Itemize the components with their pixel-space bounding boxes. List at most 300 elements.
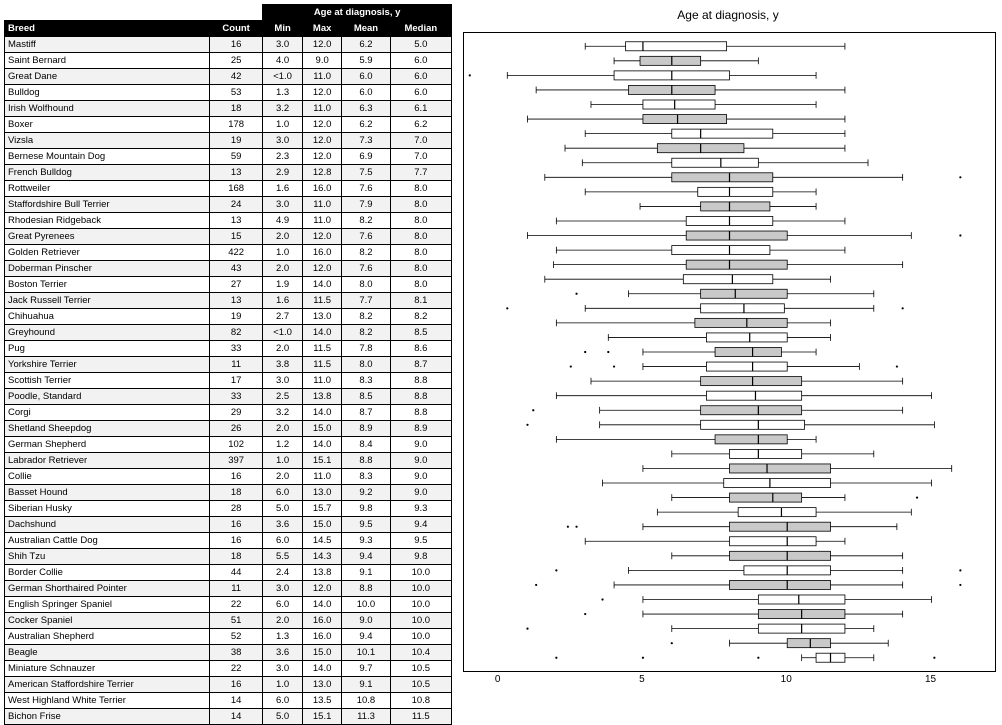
cell-max: 9.0	[302, 53, 341, 69]
col-header-mean[interactable]: Mean	[342, 21, 390, 37]
cell-min: 6.0	[263, 597, 303, 613]
cell-count: 38	[210, 645, 263, 661]
cell-max: 15.0	[302, 645, 341, 661]
boxplot-panel	[458, 4, 998, 694]
cell-median: 10.0	[390, 629, 451, 645]
cell-count: 24	[210, 197, 263, 213]
cell-count: 18	[210, 101, 263, 117]
cell-breed: Bulldog	[5, 85, 210, 101]
cell-median: 10.5	[390, 677, 451, 693]
boxplot-item	[555, 566, 961, 575]
cell-count: 422	[210, 245, 263, 261]
cell-min: 2.0	[263, 261, 303, 277]
cell-breed: Siberian Husky	[5, 501, 210, 517]
boxplot-item	[591, 377, 903, 386]
table-row[interactable]	[5, 181, 452, 197]
cell-max: 14.0	[302, 661, 341, 677]
cell-min: 2.5	[263, 389, 303, 405]
cell-breed: Golden Retriever	[5, 245, 210, 261]
cell-mean: 8.0	[342, 357, 390, 373]
cell-max: 12.0	[302, 133, 341, 149]
table-row[interactable]	[5, 709, 452, 725]
boxplot-item	[545, 275, 831, 284]
cell-median: 6.0	[390, 53, 451, 69]
boxplot-item	[608, 333, 830, 342]
cell-median: 8.0	[390, 213, 451, 229]
table-row[interactable]	[5, 469, 452, 485]
cell-mean: 7.3	[342, 133, 390, 149]
cell-min: 3.0	[263, 581, 303, 597]
cell-breed: Beagle	[5, 645, 210, 661]
cell-mean: 9.7	[342, 661, 390, 677]
boxplot-item	[527, 115, 844, 124]
table-row[interactable]	[5, 389, 452, 405]
boxplot-item	[553, 260, 902, 269]
cell-median: 8.2	[390, 309, 451, 325]
table-row[interactable]	[5, 597, 452, 613]
cell-min: 3.0	[263, 197, 303, 213]
cell-count: 13	[210, 293, 263, 309]
boxplot-item	[527, 231, 961, 240]
cell-median: 10.8	[390, 693, 451, 709]
table-row[interactable]	[5, 485, 452, 501]
cell-min: 1.3	[263, 85, 303, 101]
cell-count: 42	[210, 69, 263, 85]
cell-count: 397	[210, 453, 263, 469]
cell-breed: Border Collie	[5, 565, 210, 581]
boxplot-item	[640, 202, 816, 211]
boxplot-item	[614, 56, 758, 65]
cell-breed: Yorkshire Terrier	[5, 357, 210, 373]
cell-median: 6.0	[390, 69, 451, 85]
cell-breed: English Springer Spaniel	[5, 597, 210, 613]
cell-min: 2.0	[263, 341, 303, 357]
cell-breed: Labrador Retriever	[5, 453, 210, 469]
cell-median: 8.1	[390, 293, 451, 309]
col-header-breed[interactable]: Breed	[5, 21, 210, 37]
col-header-median[interactable]: Median	[390, 21, 451, 37]
cell-breed: Australian Shepherd	[5, 629, 210, 645]
cell-max: 15.7	[302, 501, 341, 517]
cell-min: 3.0	[263, 37, 303, 53]
cell-min: 3.2	[263, 405, 303, 421]
table-head-row	[5, 21, 452, 37]
cell-mean: 8.2	[342, 213, 390, 229]
table-row[interactable]	[5, 213, 452, 229]
table-row[interactable]	[5, 149, 452, 165]
cell-mean: 9.8	[342, 501, 390, 517]
cell-breed: Miniature Schnauzer	[5, 661, 210, 677]
table-row[interactable]	[5, 421, 452, 437]
cell-breed: Bernese Mountain Dog	[5, 149, 210, 165]
table-row[interactable]	[5, 325, 452, 341]
cell-max: 15.1	[302, 709, 341, 725]
header-spacer	[5, 5, 263, 21]
cell-count: 16	[210, 677, 263, 693]
plot-area	[463, 32, 996, 672]
cell-count: 168	[210, 181, 263, 197]
boxplot-item	[535, 580, 961, 589]
cell-mean: 8.5	[342, 389, 390, 405]
cell-count: 82	[210, 325, 263, 341]
cell-mean: 10.0	[342, 597, 390, 613]
cell-mean: 8.4	[342, 437, 390, 453]
cell-max: 16.0	[302, 629, 341, 645]
cell-mean: 8.0	[342, 277, 390, 293]
cell-breed: Boston Terrier	[5, 277, 210, 293]
table-row[interactable]	[5, 373, 452, 389]
table-row[interactable]	[5, 645, 452, 661]
cell-count: 28	[210, 501, 263, 517]
boxplot-item	[591, 100, 816, 109]
boxplot-item	[672, 449, 874, 458]
table-row[interactable]	[5, 565, 452, 581]
table-row[interactable]	[5, 37, 452, 53]
table-row[interactable]	[5, 357, 452, 373]
cell-count: 13	[210, 213, 263, 229]
cell-median: 10.0	[390, 613, 451, 629]
cell-max: 11.5	[302, 341, 341, 357]
cell-min: 1.0	[263, 245, 303, 261]
cell-count: 33	[210, 341, 263, 357]
cell-median: 9.0	[390, 437, 451, 453]
table-row[interactable]	[5, 117, 452, 133]
table-row[interactable]	[5, 581, 452, 597]
x-tick-label: 15	[924, 674, 937, 685]
table-row[interactable]	[5, 53, 452, 69]
cell-median: 8.0	[390, 245, 451, 261]
cell-mean: 7.8	[342, 341, 390, 357]
cell-max: 12.8	[302, 165, 341, 181]
col-header-min[interactable]: Min	[263, 21, 303, 37]
cell-max: 13.5	[302, 693, 341, 709]
cell-min: 2.0	[263, 421, 303, 437]
cell-max: 14.3	[302, 549, 341, 565]
table-row[interactable]	[5, 629, 452, 645]
cell-min: <1.0	[263, 69, 303, 85]
cell-max: 13.0	[302, 309, 341, 325]
cell-min: 2.0	[263, 469, 303, 485]
cell-min: 3.0	[263, 133, 303, 149]
cell-breed: Scottish Terrier	[5, 373, 210, 389]
cell-min: 2.4	[263, 565, 303, 581]
cell-max: 16.0	[302, 613, 341, 629]
table-row[interactable]	[5, 405, 452, 421]
cell-breed: Mastiff	[5, 37, 210, 53]
cell-median: 10.5	[390, 661, 451, 677]
cell-mean: 10.8	[342, 693, 390, 709]
cell-min: 2.0	[263, 613, 303, 629]
cell-max: 14.0	[302, 277, 341, 293]
chart-title: Age at diagnosis, y	[677, 8, 779, 22]
table-row[interactable]	[5, 453, 452, 469]
cell-min: 1.2	[263, 437, 303, 453]
cell-min: 3.2	[263, 101, 303, 117]
boxplot-item	[657, 508, 911, 517]
cell-max: 15.0	[302, 421, 341, 437]
cell-mean: 8.7	[342, 405, 390, 421]
cell-mean: 8.9	[342, 421, 390, 437]
table-row[interactable]	[5, 165, 452, 181]
cell-max: 11.5	[302, 293, 341, 309]
boxplot-item	[585, 187, 816, 196]
cell-count: 178	[210, 117, 263, 133]
cell-max: 14.0	[302, 437, 341, 453]
cell-max: 12.0	[302, 229, 341, 245]
cell-median: 9.0	[390, 485, 451, 501]
breed-table	[4, 4, 452, 725]
cell-max: 16.0	[302, 245, 341, 261]
cell-max: 12.0	[302, 581, 341, 597]
cell-max: 13.8	[302, 565, 341, 581]
x-axis-tick-labels	[463, 674, 996, 690]
cell-median: 6.1	[390, 101, 451, 117]
cell-min: 4.9	[263, 213, 303, 229]
cell-min: 5.0	[263, 501, 303, 517]
cell-median: 8.8	[390, 373, 451, 389]
boxplot-item	[575, 289, 873, 298]
boxplot-item	[671, 639, 889, 648]
cell-mean: 7.6	[342, 261, 390, 277]
boxplot-item	[556, 391, 931, 400]
cell-count: 29	[210, 405, 263, 421]
table-row[interactable]	[5, 437, 452, 453]
cell-mean: 10.1	[342, 645, 390, 661]
table-row[interactable]	[5, 261, 452, 277]
cell-mean: 11.3	[342, 709, 390, 725]
boxplot-item	[556, 246, 845, 255]
cell-mean: 6.0	[342, 85, 390, 101]
cell-mean: 8.2	[342, 309, 390, 325]
boxplot-item	[601, 595, 931, 604]
cell-min: <1.0	[263, 325, 303, 341]
cell-mean: 9.0	[342, 613, 390, 629]
cell-breed: Rottweiler	[5, 181, 210, 197]
table-row[interactable]	[5, 677, 452, 693]
table-row[interactable]	[5, 133, 452, 149]
table-row[interactable]	[5, 101, 452, 117]
cell-median: 8.9	[390, 421, 451, 437]
cell-max: 14.0	[302, 597, 341, 613]
boxplot-item	[570, 362, 898, 371]
cell-breed: Vizsla	[5, 133, 210, 149]
cell-median: 10.0	[390, 597, 451, 613]
table-row[interactable]	[5, 245, 452, 261]
cell-breed: Jack Russell Terrier	[5, 293, 210, 309]
cell-count: 51	[210, 613, 263, 629]
cell-breed: Collie	[5, 469, 210, 485]
table-head	[5, 5, 452, 37]
cell-mean: 6.2	[342, 117, 390, 133]
cell-min: 1.0	[263, 117, 303, 133]
cell-median: 11.5	[390, 709, 451, 725]
boxplot-item	[469, 71, 816, 80]
cell-max: 15.1	[302, 453, 341, 469]
cell-breed: Doberman Pinscher	[5, 261, 210, 277]
cell-breed: Corgi	[5, 405, 210, 421]
breed-table-panel	[4, 4, 452, 725]
boxplot-item	[532, 406, 902, 415]
boxplot-item	[567, 522, 897, 531]
table-row[interactable]	[5, 85, 452, 101]
cell-mean: 5.9	[342, 53, 390, 69]
cell-count: 14	[210, 709, 263, 725]
cell-mean: 9.5	[342, 517, 390, 533]
cell-min: 3.6	[263, 645, 303, 661]
boxplot-item	[526, 420, 934, 429]
table-row[interactable]	[5, 69, 452, 85]
boxplot-item	[536, 85, 845, 94]
table-row[interactable]	[5, 661, 452, 677]
cell-mean: 7.9	[342, 197, 390, 213]
cell-count: 22	[210, 597, 263, 613]
cell-min: 2.9	[263, 165, 303, 181]
cell-min: 2.3	[263, 149, 303, 165]
boxplot-item	[643, 464, 952, 473]
cell-median: 10.4	[390, 645, 451, 661]
cell-median: 6.0	[390, 85, 451, 101]
table-row[interactable]	[5, 549, 452, 565]
cell-min: 1.0	[263, 677, 303, 693]
cell-breed: Irish Wolfhound	[5, 101, 210, 117]
cell-max: 14.0	[302, 325, 341, 341]
cell-min: 3.0	[263, 373, 303, 389]
cell-mean: 6.2	[342, 37, 390, 53]
table-row[interactable]	[5, 293, 452, 309]
cell-mean: 9.1	[342, 677, 390, 693]
cell-max: 11.0	[302, 69, 341, 85]
x-tick-label: 5	[639, 674, 645, 685]
cell-min: 5.5	[263, 549, 303, 565]
cell-max: 11.0	[302, 197, 341, 213]
boxplot-item	[545, 173, 962, 182]
cell-max: 13.8	[302, 389, 341, 405]
table-row[interactable]	[5, 341, 452, 357]
cell-median: 8.0	[390, 197, 451, 213]
cell-breed: Greyhound	[5, 325, 210, 341]
cell-max: 14.0	[302, 405, 341, 421]
boxplot-item	[585, 537, 845, 546]
boxplot-item	[582, 158, 868, 167]
cell-median: 8.8	[390, 389, 451, 405]
cell-min: 4.0	[263, 53, 303, 69]
cell-count: 16	[210, 37, 263, 53]
col-header-max[interactable]: Max	[302, 21, 341, 37]
col-header-count[interactable]: Count	[210, 21, 263, 37]
cell-mean: 8.8	[342, 453, 390, 469]
cell-min: 6.0	[263, 693, 303, 709]
cell-min: 3.6	[263, 517, 303, 533]
cell-count: 11	[210, 581, 263, 597]
cell-count: 11	[210, 357, 263, 373]
cell-median: 8.0	[390, 277, 451, 293]
cell-count: 19	[210, 133, 263, 149]
cell-max: 12.0	[302, 117, 341, 133]
cell-count: 14	[210, 693, 263, 709]
boxplot-item	[565, 144, 845, 153]
table-row[interactable]	[5, 229, 452, 245]
cell-mean: 6.9	[342, 149, 390, 165]
cell-median: 9.5	[390, 533, 451, 549]
cell-median: 8.8	[390, 405, 451, 421]
table-row[interactable]	[5, 309, 452, 325]
cell-breed: Boxer	[5, 117, 210, 133]
cell-count: 13	[210, 165, 263, 181]
cell-min: 5.0	[263, 709, 303, 725]
cell-min: 1.3	[263, 629, 303, 645]
cell-median: 9.4	[390, 517, 451, 533]
cell-mean: 9.2	[342, 485, 390, 501]
cell-min: 2.7	[263, 309, 303, 325]
cell-count: 16	[210, 517, 263, 533]
cell-count: 19	[210, 309, 263, 325]
cell-min: 1.9	[263, 277, 303, 293]
cell-count: 44	[210, 565, 263, 581]
cell-median: 9.8	[390, 549, 451, 565]
cell-median: 8.0	[390, 229, 451, 245]
cell-min: 1.6	[263, 181, 303, 197]
cell-min: 3.0	[263, 661, 303, 677]
cell-mean: 9.1	[342, 565, 390, 581]
cell-mean: 6.0	[342, 69, 390, 85]
cell-median: 7.0	[390, 133, 451, 149]
cell-count: 59	[210, 149, 263, 165]
cell-max: 12.0	[302, 261, 341, 277]
cell-breed: Dachshund	[5, 517, 210, 533]
boxplot-item	[584, 347, 816, 356]
cell-breed: Shih Tzu	[5, 549, 210, 565]
cell-max: 11.5	[302, 357, 341, 373]
table-row[interactable]	[5, 533, 452, 549]
cell-mean: 7.6	[342, 229, 390, 245]
cell-breed: Great Pyrenees	[5, 229, 210, 245]
cell-count: 52	[210, 629, 263, 645]
cell-count: 15	[210, 229, 263, 245]
table-row[interactable]	[5, 613, 452, 629]
table-row[interactable]	[5, 501, 452, 517]
boxplot-item	[506, 304, 904, 313]
cell-median: 6.2	[390, 117, 451, 133]
boxplot-item	[585, 129, 845, 138]
cell-max: 11.0	[302, 469, 341, 485]
cell-median: 8.0	[390, 261, 451, 277]
cell-mean: 7.5	[342, 165, 390, 181]
cell-min: 6.0	[263, 485, 303, 501]
cell-count: 18	[210, 485, 263, 501]
cell-breed: Pug	[5, 341, 210, 357]
cell-median: 5.0	[390, 37, 451, 53]
cell-max: 11.0	[302, 373, 341, 389]
boxplot-item	[556, 435, 816, 444]
cell-breed: Saint Bernard	[5, 53, 210, 69]
cell-count: 25	[210, 53, 263, 69]
cell-max: 11.0	[302, 213, 341, 229]
cell-count: 16	[210, 469, 263, 485]
boxplot-item	[556, 216, 845, 225]
cell-count: 17	[210, 373, 263, 389]
cell-max: 13.0	[302, 677, 341, 693]
cell-min: 1.6	[263, 293, 303, 309]
table-row[interactable]	[5, 197, 452, 213]
cell-breed: Poodle, Standard	[5, 389, 210, 405]
cell-count: 22	[210, 661, 263, 677]
cell-mean: 7.6	[342, 181, 390, 197]
table-row[interactable]	[5, 277, 452, 293]
table-row[interactable]	[5, 693, 452, 709]
table-row[interactable]	[5, 517, 452, 533]
cell-count: 18	[210, 549, 263, 565]
cell-max: 15.0	[302, 517, 341, 533]
